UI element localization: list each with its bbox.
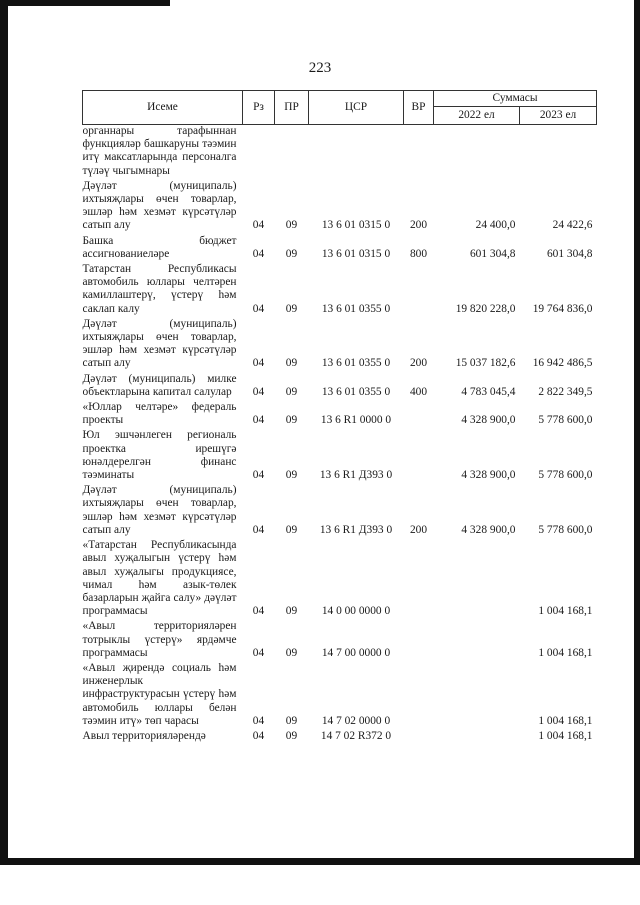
cell-csr: 13 6 01 0315 0: [321, 219, 391, 232]
cell-csr: 13 6 01 0315 0: [321, 247, 391, 260]
header-vr: ВР: [404, 91, 434, 125]
cell-pr: [275, 125, 309, 178]
cell-rz: [243, 125, 275, 178]
cell-y2022: [434, 728, 520, 743]
cell-vr: [404, 728, 434, 743]
table-body: [83, 125, 597, 744]
table-row: [83, 728, 597, 743]
cell-rz: 04: [252, 714, 265, 727]
cell-csr: [309, 125, 404, 178]
table-row: [83, 482, 597, 537]
table-row: [83, 537, 597, 618]
cell-y2023: 16 942 486,5: [532, 357, 593, 370]
cell-csr: 13 6 01 0355 0: [321, 385, 391, 398]
cell-pr: 09: [285, 385, 298, 398]
cell-pr: 09: [285, 219, 298, 232]
cell-csr: 13 6 01 0355 0: [321, 357, 391, 370]
header-rz: Рз: [243, 91, 275, 125]
cell-rz: 04: [252, 385, 265, 398]
cell-rz: 04: [252, 523, 265, 536]
cell-y2022: 4 783 045,4: [461, 385, 516, 398]
cell-y2023: 24 422,6: [552, 219, 593, 232]
cell-pr: 09: [285, 247, 298, 260]
cell-csr: 14 7 02 0000 0: [321, 714, 391, 727]
cell-csr: 13 6 R1 Д393 0: [319, 469, 393, 482]
cell-rz: 04: [252, 357, 265, 370]
cell-y2022: 601 304,8: [469, 247, 516, 260]
cell-y2022: 4 328 900,0: [461, 414, 516, 427]
table-row: [83, 427, 597, 482]
header-2023: 2023 ел: [520, 107, 597, 125]
header-2022: 2022 ел: [434, 107, 520, 125]
cell-pr: 09: [285, 302, 298, 315]
cell-y2023: 1 004 168,1: [538, 729, 593, 742]
cell-y2023: 1 004 168,1: [538, 714, 593, 727]
cell-y2023: 19 764 836,0: [532, 302, 593, 315]
cell-name: Дәүләт (муниципаль) ихтыяҗлары өчен товарлар, эшләр һәм хезмәт күрсәтүләр сатып алу: [82, 179, 237, 232]
cell-y2022: [434, 125, 520, 178]
cell-rz: 04: [252, 729, 265, 742]
cell-y2023: 1 004 168,1: [538, 605, 593, 618]
cell-name: Авыл территорияләрендә: [82, 729, 206, 742]
cell-pr: 09: [285, 646, 298, 659]
cell-csr: 14 7 02 R372 0: [320, 729, 392, 742]
scan-edge-right: [634, 0, 640, 865]
cell-rz: 04: [252, 646, 265, 659]
scan-edge-top: [0, 0, 170, 6]
header-sums: Суммасы: [434, 91, 597, 107]
cell-y2023: 5 778 600,0: [538, 414, 593, 427]
cell-rz: 04: [252, 469, 265, 482]
cell-y2022: 4 328 900,0: [461, 523, 516, 536]
cell-csr: 14 0 00 0000 0: [321, 605, 391, 618]
cell-vr: [404, 125, 434, 178]
header-pr: ПР: [275, 91, 309, 125]
cell-y2023: [520, 125, 597, 178]
cell-name: «Юллар челтәре» федераль проекты: [82, 401, 237, 427]
cell-name: «Авыл территорияләрен тотрыклы үстерү» ярдәмче программасы: [82, 620, 237, 659]
cell-rz: 04: [252, 219, 265, 232]
cell-vr: 200: [409, 219, 428, 232]
cell-name: Дәүләт (муниципаль) ихтыяҗлары өчен товарлар, эшләр һәм хезмәт күрсәтүләр сатып алу: [82, 317, 237, 370]
scan-edge-bottom: [0, 858, 640, 865]
cell-y2023: 2 822 349,5: [538, 385, 593, 398]
cell-csr: 13 6 R1 Д393 0: [319, 523, 393, 536]
header-csr: ЦСР: [309, 91, 404, 125]
cell-vr: [404, 660, 434, 728]
cell-name: Юл эшчәнлеген региональ проектка ирешүгә юнәлдерелгән финанс тәэминаты: [82, 429, 237, 482]
cell-vr: 400: [409, 385, 428, 398]
cell-csr: 13 6 01 0355 0: [321, 302, 391, 315]
cell-pr: 09: [285, 729, 298, 742]
cell-y2023: 1 004 168,1: [538, 646, 593, 659]
cell-csr: 13 6 R1 0000 0: [320, 414, 392, 427]
cell-vr: 800: [409, 247, 428, 260]
cell-pr: 09: [285, 714, 298, 727]
cell-y2023: 601 304,8: [546, 247, 593, 260]
cell-name: Башка бюджет ассигнованиеләре: [82, 234, 237, 260]
page-number: 223: [308, 60, 332, 76]
header-name: Исеме: [83, 91, 243, 125]
table-row: [83, 660, 597, 728]
table-row: [83, 178, 597, 233]
cell-rz: 04: [252, 247, 265, 260]
cell-vr: [404, 618, 434, 660]
cell-vr: [404, 261, 434, 316]
cell-name: Дәүләт (муниципаль) ихтыяҗлары өчен товарлар, эшләр һәм хезмәт күрсәтүләр сатып алу: [82, 484, 237, 536]
cell-vr: [404, 399, 434, 427]
cell-name: Татарстан Республикасы автомобиль юллары челтәрен камиллаштерү, үстерү һәм саклап калу: [82, 263, 237, 315]
cell-vr: 200: [409, 523, 428, 536]
table-row: [83, 261, 597, 316]
cell-y2022: [434, 660, 520, 728]
cell-pr: 09: [285, 414, 298, 427]
cell-pr: 09: [285, 357, 298, 370]
table-row: [83, 618, 597, 660]
cell-rz: 04: [252, 605, 265, 618]
table-row: [83, 125, 597, 178]
table-row: [83, 233, 597, 261]
cell-csr: 14 7 00 0000 0: [321, 646, 391, 659]
cell-y2022: 15 037 182,6: [455, 357, 516, 370]
cell-pr: 09: [285, 605, 298, 618]
cell-name: «Авыл җирендә социаль һәм инженерлык инфраструктурасын үстерү һәм автомобиль юллары белән тәэмин итү» төп чарасы: [82, 661, 237, 727]
cell-pr: 09: [285, 469, 298, 482]
cell-y2022: [434, 618, 520, 660]
cell-y2022: 19 820 228,0: [455, 302, 516, 315]
cell-vr: [404, 427, 434, 482]
cell-y2023: 5 778 600,0: [538, 523, 593, 536]
cell-y2022: 24 400,0: [475, 219, 516, 232]
cell-y2023: 5 778 600,0: [538, 469, 593, 482]
cell-y2022: 4 328 900,0: [461, 469, 516, 482]
cell-y2022: [434, 537, 520, 618]
cell-name: Дәүләт (муниципаль) милке объектларына капитал салулар: [82, 372, 237, 398]
table-row: [83, 371, 597, 399]
table-row: [83, 399, 597, 427]
cell-vr: 200: [409, 357, 428, 370]
cell-pr: 09: [285, 523, 298, 536]
table-row: [83, 316, 597, 371]
cell-rz: 04: [252, 414, 265, 427]
scan-edge-left: [0, 0, 8, 865]
budget-table: [82, 90, 597, 743]
cell-name: «Татарстан Республикасында авыл хуҗалыгын үстерү һәм авыл хуҗалыгы продукциясе, чимал һәм азык-төлек базарларын җайга салу» дәүләт программасы: [82, 539, 237, 618]
cell-rz: 04: [252, 302, 265, 315]
cell-name: органнары тарафыннан функцияләр башкаруны тәэмин итү максатларында персоналга түләү чыгымнары: [82, 125, 237, 177]
cell-vr: [404, 537, 434, 618]
